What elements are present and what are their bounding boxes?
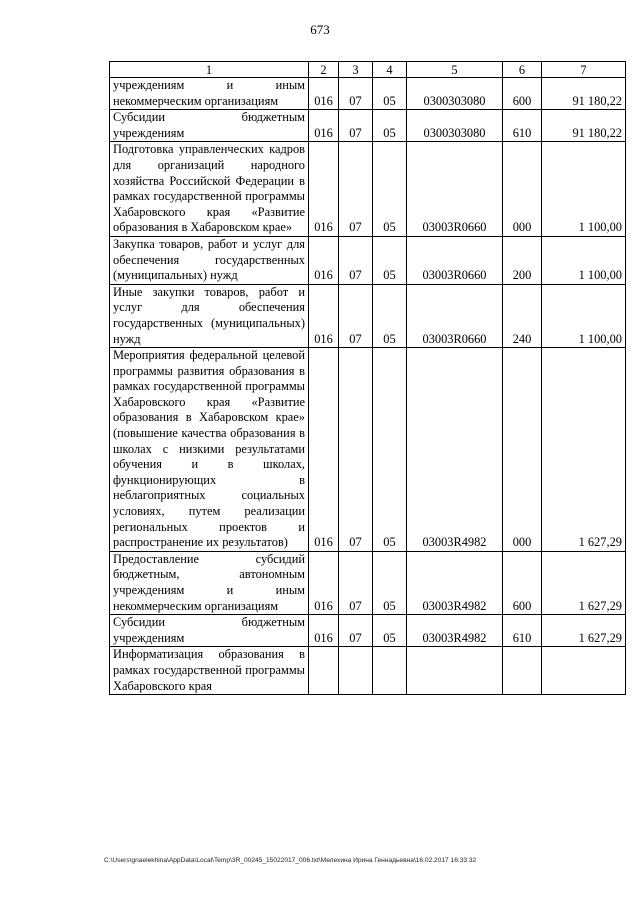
cell-section: 07 [339,110,373,142]
cell-subsection: 05 [373,142,407,237]
cell-subsection: 05 [373,110,407,142]
cell-section: 07 [339,236,373,284]
cell-kind: 610 [503,110,542,142]
cell-amount: 91 180,22 [542,110,626,142]
table-row [110,551,626,614]
cell-admin: 016 [309,615,339,647]
cell-target: 0300303080 [407,110,503,142]
cell-amount: 1 627,29 [542,348,626,552]
cell-subsection: 05 [373,615,407,647]
cell-amount: 1 627,29 [542,551,626,614]
cell-name: Закупка товаров, работ и услуг для обеспечения государственных (муниципальных) нужд [110,236,309,284]
header-cell: 4 [373,62,407,78]
table-body [110,62,626,695]
cell-section: 07 [339,78,373,110]
header-cell: 5 [407,62,503,78]
cell-kind: 240 [503,284,542,347]
cell-name: Субсидии бюджетным учреждениям [110,110,309,142]
cell-target: 03003R0660 [407,142,503,237]
header-cell: 7 [542,62,626,78]
cell-target: 03003R4982 [407,615,503,647]
cell-admin: 016 [309,110,339,142]
table-row [110,615,626,647]
cell-target [407,647,503,695]
cell-subsection: 05 [373,284,407,347]
cell-kind: 600 [503,551,542,614]
cell-section: 07 [339,348,373,552]
cell-kind: 610 [503,615,542,647]
header-cell: 6 [503,62,542,78]
cell-amount: 91 180,22 [542,78,626,110]
table-row [110,236,626,284]
cell-subsection: 05 [373,78,407,110]
budget-table [109,61,626,695]
cell-section: 07 [339,615,373,647]
cell-admin: 016 [309,284,339,347]
cell-admin: 016 [309,142,339,237]
cell-section: 07 [339,551,373,614]
table-row [110,78,626,110]
cell-name: Мероприятия федеральной целевой программы развития образования в рамках государственной программы Хабаровского края «Развитие образования в Хабаровском крае» (повышение качества образования в школах с низкими результатами обучения и в школах, функционирующих в неблагоприятных социальных условиях, путем реализации региональных проектов и распространение их результатов) [110,348,309,552]
cell-target: 0300303080 [407,78,503,110]
header-cell: 1 [110,62,309,78]
cell-target: 03003R4982 [407,348,503,552]
header-cell: 3 [339,62,373,78]
cell-subsection [373,647,407,695]
cell-admin: 016 [309,236,339,284]
cell-section: 07 [339,284,373,347]
cell-subsection: 05 [373,551,407,614]
cell-section [339,647,373,695]
file-path-footer: C:\Users\gnaelekhina\AppData\Local\Temp\3R_00245_15022017_006.txt\Мелехина Ирина Геннадьевна\16.02.2017 16:33:32 [104,857,477,864]
cell-admin [309,647,339,695]
cell-amount: 1 627,29 [542,615,626,647]
cell-amount: 1 100,00 [542,284,626,347]
cell-kind: 600 [503,78,542,110]
table-row [110,110,626,142]
cell-name: Информатизация образования в рамках государственной программы Хабаровского края [110,647,309,695]
cell-name: Подготовка управленческих кадров для организаций народного хозяйства Российской Федерации в рамках государственной программы Хабаровского края «Развитие образования в Хабаровском крае» [110,142,309,237]
cell-name: Предоставление субсидий бюджетным, автономным учреждениям и иным некоммерческим организациям [110,551,309,614]
table-row [110,142,626,237]
page-number: 673 [310,22,330,37]
cell-target: 03003R0660 [407,236,503,284]
table-row [110,348,626,552]
cell-subsection: 05 [373,348,407,552]
cell-name: учреждениям и иным некоммерческим организациям [110,78,309,110]
cell-target: 03003R0660 [407,284,503,347]
cell-kind [503,647,542,695]
cell-admin: 016 [309,551,339,614]
cell-kind: 200 [503,236,542,284]
cell-subsection: 05 [373,236,407,284]
table-row [110,284,626,347]
cell-amount: 1 100,00 [542,236,626,284]
cell-kind: 000 [503,142,542,237]
cell-admin: 016 [309,78,339,110]
cell-amount: 1 100,00 [542,142,626,237]
cell-admin: 016 [309,348,339,552]
cell-target: 03003R4982 [407,551,503,614]
cell-amount [542,647,626,695]
cell-name: Субсидии бюджетным учреждениям [110,615,309,647]
cell-name: Иные закупки товаров, работ и услуг для обеспечения государственных (муниципальных) нужд [110,284,309,347]
header-cell: 2 [309,62,339,78]
cell-section: 07 [339,142,373,237]
cell-kind: 000 [503,348,542,552]
table-row [110,647,626,695]
table-header-row [110,62,626,78]
